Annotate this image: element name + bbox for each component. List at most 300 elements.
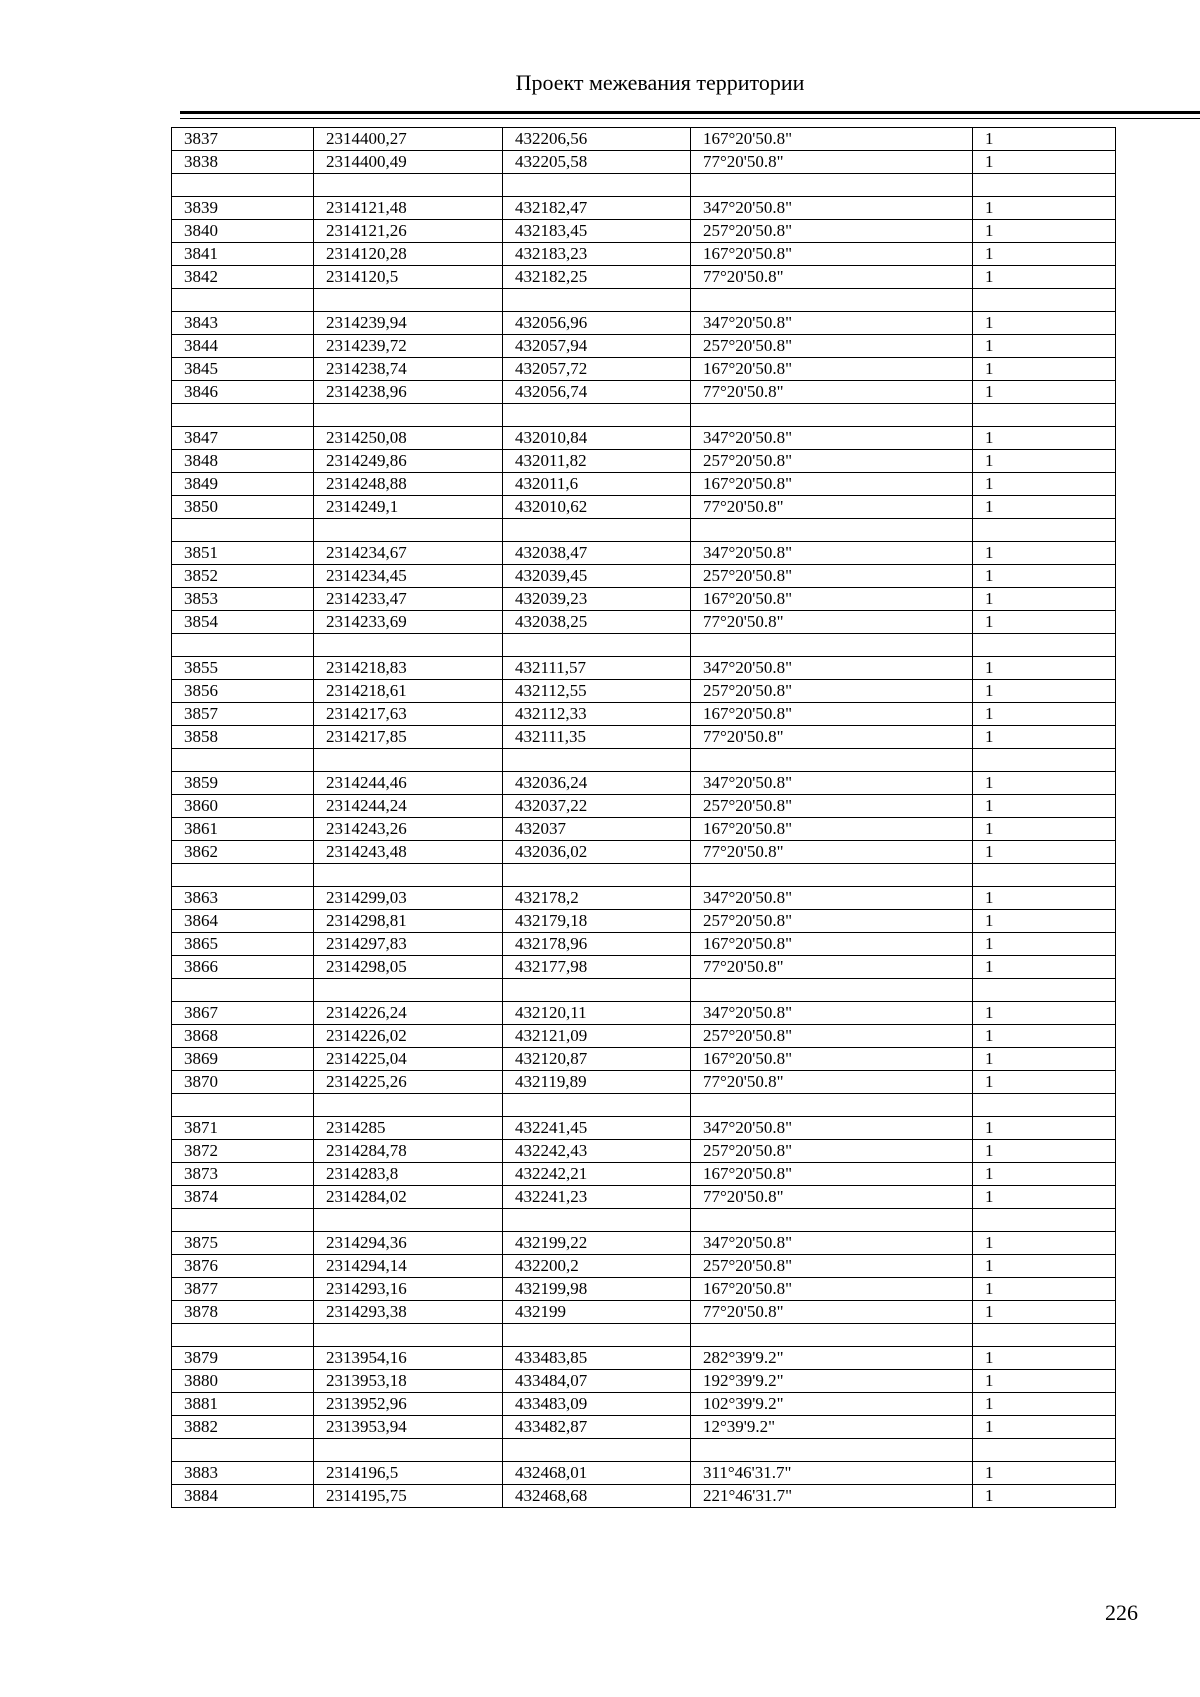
point-number-cell: 3842 [172,266,314,289]
y-coordinate-cell: 432179,18 [503,910,691,933]
table-separator-row [172,864,1116,887]
point-number-cell: 3857 [172,703,314,726]
point-number-cell: 3868 [172,1025,314,1048]
distance-cell: 1 [973,335,1116,358]
y-coordinate-cell: 433483,09 [503,1393,691,1416]
y-coordinate-cell [503,289,691,312]
direction-angle-cell: 347°20'50.8" [691,1002,973,1025]
x-coordinate-cell: 2314284,02 [314,1186,503,1209]
direction-angle-cell [691,749,973,772]
table-row [172,887,1116,910]
point-number-cell: 3849 [172,473,314,496]
point-number-cell: 3875 [172,1232,314,1255]
table-separator-row [172,979,1116,1002]
table-row [172,1117,1116,1140]
direction-angle-cell: 167°20'50.8" [691,128,973,151]
direction-angle-cell: 77°20'50.8" [691,956,973,979]
table-row [172,1071,1116,1094]
distance-cell: 1 [973,473,1116,496]
x-coordinate-cell: 2314239,94 [314,312,503,335]
table-row [172,1485,1116,1508]
distance-cell: 1 [973,1163,1116,1186]
x-coordinate-cell: 2314238,96 [314,381,503,404]
point-number-cell: 3846 [172,381,314,404]
direction-angle-cell: 77°20'50.8" [691,611,973,634]
x-coordinate-cell: 2314217,85 [314,726,503,749]
y-coordinate-cell: 432037 [503,818,691,841]
x-coordinate-cell: 2314298,81 [314,910,503,933]
point-number-cell: 3865 [172,933,314,956]
table-row [172,220,1116,243]
table-row [172,266,1116,289]
x-coordinate-cell: 2313954,16 [314,1347,503,1370]
distance-cell [973,404,1116,427]
direction-angle-cell: 282°39'9.2" [691,1347,973,1370]
table-row [172,657,1116,680]
y-coordinate-cell: 432056,96 [503,312,691,335]
distance-cell: 1 [973,151,1116,174]
point-number-cell: 3880 [172,1370,314,1393]
distance-cell: 1 [973,910,1116,933]
distance-cell [973,979,1116,1002]
direction-angle-cell: 257°20'50.8" [691,565,973,588]
table-separator-row [172,1094,1116,1117]
x-coordinate-cell: 2314226,02 [314,1025,503,1048]
distance-cell: 1 [973,565,1116,588]
x-coordinate-cell [314,634,503,657]
table-row [172,427,1116,450]
table-row [172,1393,1116,1416]
table-row [172,450,1116,473]
table-row [172,1370,1116,1393]
direction-angle-cell [691,979,973,1002]
y-coordinate-cell: 432468,68 [503,1485,691,1508]
table-row [172,933,1116,956]
y-coordinate-cell: 432183,45 [503,220,691,243]
point-number-cell [172,1324,314,1347]
distance-cell: 1 [973,243,1116,266]
y-coordinate-cell: 432112,55 [503,680,691,703]
x-coordinate-cell: 2314121,26 [314,220,503,243]
y-coordinate-cell: 433482,87 [503,1416,691,1439]
distance-cell: 1 [973,795,1116,818]
table-row [172,1002,1116,1025]
header-rule-thin [180,118,1200,119]
distance-cell: 1 [973,1025,1116,1048]
y-coordinate-cell: 432111,35 [503,726,691,749]
y-coordinate-cell [503,519,691,542]
x-coordinate-cell: 2314248,88 [314,473,503,496]
direction-angle-cell: 77°20'50.8" [691,841,973,864]
header-rule-thick [180,111,1200,114]
y-coordinate-cell: 432242,21 [503,1163,691,1186]
distance-cell: 1 [973,427,1116,450]
x-coordinate-cell [314,519,503,542]
x-coordinate-cell: 2314218,61 [314,680,503,703]
distance-cell: 1 [973,1002,1116,1025]
x-coordinate-cell: 2314283,8 [314,1163,503,1186]
point-number-cell: 3862 [172,841,314,864]
point-number-cell: 3884 [172,1485,314,1508]
direction-angle-cell [691,1439,973,1462]
y-coordinate-cell: 432056,74 [503,381,691,404]
y-coordinate-cell: 432121,09 [503,1025,691,1048]
table-row [172,381,1116,404]
point-number-cell: 3864 [172,910,314,933]
x-coordinate-cell: 2314293,38 [314,1301,503,1324]
point-number-cell: 3860 [172,795,314,818]
table-row [172,197,1116,220]
direction-angle-cell: 221°46'31.7" [691,1485,973,1508]
point-number-cell [172,749,314,772]
y-coordinate-cell: 432036,24 [503,772,691,795]
y-coordinate-cell [503,1439,691,1462]
point-number-cell: 3877 [172,1278,314,1301]
distance-cell: 1 [973,1347,1116,1370]
distance-cell: 1 [973,588,1116,611]
x-coordinate-cell: 2314226,24 [314,1002,503,1025]
distance-cell: 1 [973,450,1116,473]
y-coordinate-cell: 432468,01 [503,1462,691,1485]
x-coordinate-cell: 2314400,27 [314,128,503,151]
x-coordinate-cell: 2314297,83 [314,933,503,956]
direction-angle-cell: 257°20'50.8" [691,1025,973,1048]
x-coordinate-cell: 2314233,69 [314,611,503,634]
point-number-cell: 3854 [172,611,314,634]
y-coordinate-cell [503,1209,691,1232]
distance-cell [973,634,1116,657]
point-number-cell [172,1209,314,1232]
point-number-cell: 3874 [172,1186,314,1209]
direction-angle-cell [691,289,973,312]
direction-angle-cell: 167°20'50.8" [691,243,973,266]
point-number-cell: 3883 [172,1462,314,1485]
table-row [172,312,1116,335]
distance-cell [973,1209,1116,1232]
x-coordinate-cell: 2314218,83 [314,657,503,680]
distance-cell: 1 [973,220,1116,243]
point-number-cell: 3859 [172,772,314,795]
direction-angle-cell: 167°20'50.8" [691,933,973,956]
table-row [172,542,1116,565]
direction-angle-cell: 77°20'50.8" [691,1071,973,1094]
y-coordinate-cell: 432182,25 [503,266,691,289]
distance-cell: 1 [973,818,1116,841]
direction-angle-cell: 167°20'50.8" [691,1048,973,1071]
x-coordinate-cell: 2314120,5 [314,266,503,289]
point-number-cell [172,1094,314,1117]
distance-cell: 1 [973,1393,1116,1416]
point-number-cell: 3869 [172,1048,314,1071]
y-coordinate-cell: 432120,11 [503,1002,691,1025]
direction-angle-cell: 167°20'50.8" [691,1163,973,1186]
x-coordinate-cell [314,864,503,887]
distance-cell: 1 [973,703,1116,726]
point-number-cell: 3873 [172,1163,314,1186]
point-number-cell [172,634,314,657]
distance-cell: 1 [973,266,1116,289]
point-number-cell: 3866 [172,956,314,979]
point-number-cell [172,979,314,1002]
x-coordinate-cell: 2314285 [314,1117,503,1140]
direction-angle-cell: 77°20'50.8" [691,381,973,404]
y-coordinate-cell: 432205,58 [503,151,691,174]
y-coordinate-cell: 432178,96 [503,933,691,956]
point-number-cell: 3878 [172,1301,314,1324]
y-coordinate-cell: 432178,2 [503,887,691,910]
x-coordinate-cell: 2314293,16 [314,1278,503,1301]
point-number-cell: 3838 [172,151,314,174]
point-number-cell: 3870 [172,1071,314,1094]
page-number: 226 [1105,1600,1138,1625]
x-coordinate-cell: 2314234,67 [314,542,503,565]
x-coordinate-cell: 2313953,18 [314,1370,503,1393]
direction-angle-cell: 77°20'50.8" [691,496,973,519]
direction-angle-cell: 347°20'50.8" [691,657,973,680]
direction-angle-cell: 347°20'50.8" [691,542,973,565]
y-coordinate-cell: 432112,33 [503,703,691,726]
y-coordinate-cell [503,1094,691,1117]
distance-cell: 1 [973,1255,1116,1278]
distance-cell: 1 [973,1140,1116,1163]
direction-angle-cell: 167°20'50.8" [691,473,973,496]
x-coordinate-cell: 2313953,94 [314,1416,503,1439]
direction-angle-cell [691,174,973,197]
point-number-cell: 3861 [172,818,314,841]
distance-cell: 1 [973,1232,1116,1255]
table-row [172,1232,1116,1255]
distance-cell: 1 [973,312,1116,335]
distance-cell: 1 [973,1301,1116,1324]
x-coordinate-cell: 2314244,46 [314,772,503,795]
table-separator-row [172,289,1116,312]
y-coordinate-cell: 432038,25 [503,611,691,634]
x-coordinate-cell: 2314238,74 [314,358,503,381]
distance-cell: 1 [973,1071,1116,1094]
table-separator-row [172,1209,1116,1232]
table-row [172,473,1116,496]
direction-angle-cell: 257°20'50.8" [691,795,973,818]
point-number-cell: 3856 [172,680,314,703]
table-row [172,358,1116,381]
x-coordinate-cell: 2314217,63 [314,703,503,726]
direction-angle-cell: 77°20'50.8" [691,1186,973,1209]
direction-angle-cell [691,404,973,427]
y-coordinate-cell: 432036,02 [503,841,691,864]
point-number-cell: 3844 [172,335,314,358]
table-row [172,795,1116,818]
distance-cell: 1 [973,128,1116,151]
y-coordinate-cell: 432199,22 [503,1232,691,1255]
x-coordinate-cell: 2314233,47 [314,588,503,611]
y-coordinate-cell: 432037,22 [503,795,691,818]
x-coordinate-cell [314,1324,503,1347]
point-number-cell: 3852 [172,565,314,588]
distance-cell: 1 [973,358,1116,381]
x-coordinate-cell: 2314225,04 [314,1048,503,1071]
point-number-cell: 3847 [172,427,314,450]
distance-cell: 1 [973,841,1116,864]
direction-angle-cell: 257°20'50.8" [691,1140,973,1163]
direction-angle-cell: 77°20'50.8" [691,1301,973,1324]
x-coordinate-cell [314,174,503,197]
distance-cell [973,289,1116,312]
table-row [172,703,1116,726]
point-number-cell: 3858 [172,726,314,749]
x-coordinate-cell [314,1439,503,1462]
x-coordinate-cell: 2314121,48 [314,197,503,220]
y-coordinate-cell: 432183,23 [503,243,691,266]
point-number-cell: 3879 [172,1347,314,1370]
point-number-cell [172,519,314,542]
distance-cell: 1 [973,933,1116,956]
direction-angle-cell: 102°39'9.2" [691,1393,973,1416]
point-number-cell [172,1439,314,1462]
point-number-cell: 3848 [172,450,314,473]
point-number-cell: 3863 [172,887,314,910]
table-separator-row [172,404,1116,427]
table-row [172,1416,1116,1439]
table-separator-row [172,519,1116,542]
table-row [172,1140,1116,1163]
table-row [172,1048,1116,1071]
distance-cell: 1 [973,1186,1116,1209]
x-coordinate-cell: 2314196,5 [314,1462,503,1485]
direction-angle-cell: 311°46'31.7" [691,1462,973,1485]
x-coordinate-cell [314,404,503,427]
table-row [172,772,1116,795]
direction-angle-cell: 77°20'50.8" [691,266,973,289]
direction-angle-cell: 192°39'9.2" [691,1370,973,1393]
x-coordinate-cell: 2314249,86 [314,450,503,473]
table-separator-row [172,1324,1116,1347]
table-row [172,1186,1116,1209]
x-coordinate-cell: 2314284,78 [314,1140,503,1163]
direction-angle-cell: 347°20'50.8" [691,427,973,450]
table-separator-row [172,749,1116,772]
direction-angle-cell: 167°20'50.8" [691,818,973,841]
point-number-cell: 3843 [172,312,314,335]
point-number-cell: 3872 [172,1140,314,1163]
y-coordinate-cell: 432119,89 [503,1071,691,1094]
x-coordinate-cell: 2313952,96 [314,1393,503,1416]
point-number-cell: 3851 [172,542,314,565]
point-number-cell: 3876 [172,1255,314,1278]
y-coordinate-cell: 432011,6 [503,473,691,496]
table-row [172,611,1116,634]
y-coordinate-cell: 432200,2 [503,1255,691,1278]
x-coordinate-cell: 2314400,49 [314,151,503,174]
y-coordinate-cell [503,749,691,772]
direction-angle-cell: 77°20'50.8" [691,151,973,174]
y-coordinate-cell: 432241,23 [503,1186,691,1209]
direction-angle-cell [691,1094,973,1117]
direction-angle-cell [691,634,973,657]
distance-cell: 1 [973,1370,1116,1393]
table-row [172,1163,1116,1186]
table-row [172,128,1116,151]
x-coordinate-cell: 2314234,45 [314,565,503,588]
direction-angle-cell [691,1209,973,1232]
y-coordinate-cell: 432199,98 [503,1278,691,1301]
direction-angle-cell: 257°20'50.8" [691,220,973,243]
y-coordinate-cell [503,1324,691,1347]
y-coordinate-cell [503,404,691,427]
y-coordinate-cell: 432241,45 [503,1117,691,1140]
table-row [172,1347,1116,1370]
coordinates-table [171,127,1116,1508]
table-row [172,910,1116,933]
distance-cell: 1 [973,496,1116,519]
table-row [172,818,1116,841]
coordinates-table-body [172,128,1116,1508]
point-number-cell: 3881 [172,1393,314,1416]
y-coordinate-cell: 432057,94 [503,335,691,358]
point-number-cell: 3882 [172,1416,314,1439]
y-coordinate-cell: 432010,62 [503,496,691,519]
x-coordinate-cell: 2314249,1 [314,496,503,519]
x-coordinate-cell: 2314239,72 [314,335,503,358]
distance-cell: 1 [973,657,1116,680]
distance-cell [973,1324,1116,1347]
x-coordinate-cell: 2314250,08 [314,427,503,450]
x-coordinate-cell: 2314294,36 [314,1232,503,1255]
direction-angle-cell: 347°20'50.8" [691,197,973,220]
table-row [172,588,1116,611]
y-coordinate-cell: 432039,45 [503,565,691,588]
distance-cell [973,749,1116,772]
distance-cell: 1 [973,197,1116,220]
table-row [172,1255,1116,1278]
direction-angle-cell: 167°20'50.8" [691,703,973,726]
table-row [172,1278,1116,1301]
point-number-cell: 3841 [172,243,314,266]
distance-cell: 1 [973,680,1116,703]
point-number-cell: 3867 [172,1002,314,1025]
y-coordinate-cell [503,864,691,887]
direction-angle-cell: 257°20'50.8" [691,335,973,358]
y-coordinate-cell: 432010,84 [503,427,691,450]
x-coordinate-cell [314,1209,503,1232]
y-coordinate-cell: 432038,47 [503,542,691,565]
y-coordinate-cell: 432206,56 [503,128,691,151]
x-coordinate-cell [314,289,503,312]
distance-cell: 1 [973,1416,1116,1439]
point-number-cell: 3840 [172,220,314,243]
direction-angle-cell: 77°20'50.8" [691,726,973,749]
table-row [172,680,1116,703]
direction-angle-cell: 257°20'50.8" [691,680,973,703]
point-number-cell: 3850 [172,496,314,519]
direction-angle-cell: 167°20'50.8" [691,1278,973,1301]
distance-cell: 1 [973,772,1116,795]
document-header-title: Проект межевания территории [515,70,805,95]
distance-cell: 1 [973,611,1116,634]
direction-angle-cell: 347°20'50.8" [691,312,973,335]
y-coordinate-cell: 432057,72 [503,358,691,381]
table-row [172,956,1116,979]
distance-cell: 1 [973,956,1116,979]
table-separator-row [172,1439,1116,1462]
distance-cell: 1 [973,1117,1116,1140]
direction-angle-cell: 347°20'50.8" [691,887,973,910]
y-coordinate-cell: 433483,85 [503,1347,691,1370]
x-coordinate-cell: 2314299,03 [314,887,503,910]
table-row [172,243,1116,266]
table-row [172,1301,1116,1324]
distance-cell: 1 [973,1278,1116,1301]
y-coordinate-cell: 432120,87 [503,1048,691,1071]
